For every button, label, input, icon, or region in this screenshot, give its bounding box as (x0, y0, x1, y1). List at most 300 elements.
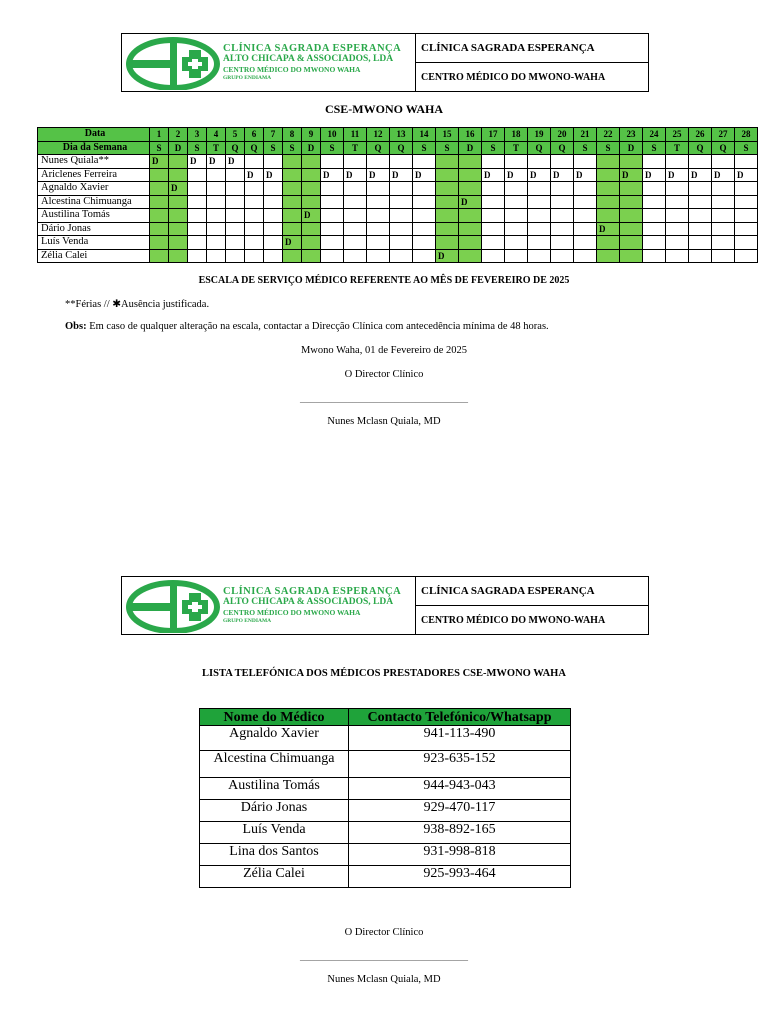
shift-cell (169, 155, 188, 169)
phone-row (200, 844, 571, 866)
phone-number: 929-470-117 (349, 800, 571, 822)
shift-cell (735, 195, 758, 209)
doctor-name: Zélia Calei (38, 249, 150, 263)
shift-cell (712, 249, 735, 263)
shift-cell (528, 195, 551, 209)
shift-cell (643, 222, 666, 236)
weekday-cell: S (482, 141, 505, 155)
page-title: CSE-MWONO WAHA (324, 102, 444, 116)
shift-cell (188, 168, 207, 182)
shift-cell (551, 236, 574, 250)
shift-cell (367, 209, 390, 223)
shift-cell (245, 182, 264, 196)
shift-cell (413, 195, 436, 209)
shift-cell (188, 249, 207, 263)
shift-cell (321, 195, 344, 209)
shift-cell (666, 155, 689, 169)
weekday-cell: S (643, 141, 666, 155)
shift-cell (264, 222, 283, 236)
day-number: 5 (226, 128, 245, 142)
day-number: 19 (528, 128, 551, 142)
signature-line: ________________________________ (300, 393, 468, 404)
shift-cell: D (551, 168, 574, 182)
logo-sub2: CENTRO MÉDICO DO MWONO WAHA (223, 608, 361, 617)
weekday-cell: T (344, 141, 367, 155)
weekday-cell: T (207, 141, 226, 155)
day-number: 9 (302, 128, 321, 142)
shift-cell: D (150, 155, 169, 169)
director-name-2: Nunes Mclasn Quiala, MD (327, 974, 441, 985)
shift-cell (597, 182, 620, 196)
day-number: 1 (150, 128, 169, 142)
shift-cell (735, 222, 758, 236)
day-number: 6 (245, 128, 264, 142)
doctor-name: Dário Jonas (38, 222, 150, 236)
shift-cell (712, 222, 735, 236)
date-label: Data (38, 128, 150, 142)
weekday-cell: S (436, 141, 459, 155)
shift-cell: D (597, 222, 620, 236)
clinic-logo-2 (122, 577, 416, 634)
shift-cell (482, 222, 505, 236)
shift-cell (321, 209, 344, 223)
shift-cell (643, 249, 666, 263)
shift-cell (574, 209, 597, 223)
shift-cell (459, 249, 482, 263)
shift-cell: D (436, 249, 459, 263)
shift-cell (207, 168, 226, 182)
shift-cell (620, 222, 643, 236)
signature-line-2: ________________________________ (300, 951, 468, 962)
shift-cell (666, 209, 689, 223)
phone-number: 925-993-464 (349, 866, 571, 888)
shift-cell (459, 155, 482, 169)
clinic-logo (122, 34, 416, 91)
shift-cell (390, 182, 413, 196)
shift-cell (390, 155, 413, 169)
day-number: 7 (264, 128, 283, 142)
weekday-cell: Q (226, 141, 245, 155)
shift-cell (436, 168, 459, 182)
doctor-name: Nunes Quiala** (38, 155, 150, 169)
shift-cell (188, 209, 207, 223)
weekday-cell: Q (528, 141, 551, 155)
shift-cell (283, 195, 302, 209)
shift-cell (390, 236, 413, 250)
shift-cell (188, 236, 207, 250)
weekday-cell: D (459, 141, 482, 155)
logo-sub1: ALTO CHICAPA & ASSOCIADOS, LDA (223, 597, 394, 607)
shift-cell: D (689, 168, 712, 182)
weekday-cell: Q (689, 141, 712, 155)
phone-number: 944-943-043 (349, 778, 571, 800)
shift-cell (620, 155, 643, 169)
phone-list-title: LISTA TELEFÓNICA DOS MÉDICOS PRESTADORES CSE-MWONO WAHA (202, 668, 566, 679)
shift-cell (413, 222, 436, 236)
shift-cell: D (712, 168, 735, 182)
shift-cell (413, 155, 436, 169)
doctor-name: Austilina Tomás (38, 209, 150, 223)
shift-cell (302, 155, 321, 169)
shift-cell: D (643, 168, 666, 182)
shift-cell (226, 195, 245, 209)
schedule-row (38, 168, 758, 182)
schedule-row (38, 195, 758, 209)
shift-cell (207, 209, 226, 223)
shift-cell (712, 209, 735, 223)
shift-cell: D (283, 236, 302, 250)
shift-cell (302, 195, 321, 209)
phone-row (200, 866, 571, 888)
shift-cell (302, 168, 321, 182)
shift-cell (169, 249, 188, 263)
shift-cell (226, 249, 245, 263)
shift-cell (643, 195, 666, 209)
shift-cell (482, 236, 505, 250)
logo-sub3: GRUPO ENDIAMA (223, 75, 272, 81)
obs-text: Em caso de qualquer alteração na escala, contactar a Direcção Clínica com antecedência mínima de 48 horas. (86, 321, 549, 332)
shift-cell (169, 209, 188, 223)
shift-cell (413, 182, 436, 196)
shift-cell (735, 249, 758, 263)
shift-cell (666, 222, 689, 236)
shift-cell (482, 155, 505, 169)
weekday-cell: T (666, 141, 689, 155)
shift-cell (413, 236, 436, 250)
logo-sub1: ALTO CHICAPA & ASSOCIADOS, LDA (223, 54, 394, 64)
shift-cell (344, 236, 367, 250)
shift-cell (367, 195, 390, 209)
director-title: O Director Clínico (344, 369, 424, 380)
shift-cell (226, 236, 245, 250)
doctor-name: Austilina Tomás (200, 778, 349, 800)
shift-cell (597, 195, 620, 209)
shift-cell (169, 168, 188, 182)
shift-cell (551, 222, 574, 236)
day-number: 15 (436, 128, 459, 142)
weekday-cell: S (413, 141, 436, 155)
shift-cell (150, 249, 169, 263)
phone-row (200, 751, 571, 778)
shift-cell (505, 195, 528, 209)
shift-cell (689, 249, 712, 263)
shift-cell (169, 195, 188, 209)
shift-cell (321, 182, 344, 196)
phone-number: 938-892-165 (349, 822, 571, 844)
shift-cell (367, 155, 390, 169)
shift-cell (321, 155, 344, 169)
shift-cell (169, 236, 188, 250)
doctor-name: Dário Jonas (200, 800, 349, 822)
shift-cell: D (413, 168, 436, 182)
doctor-name: Alcestina Chimuanga (38, 195, 150, 209)
shift-cell (620, 249, 643, 263)
weekday-cell: S (574, 141, 597, 155)
shift-cell (735, 236, 758, 250)
letterhead-top (121, 33, 649, 92)
shift-cell (689, 236, 712, 250)
shift-cell (367, 249, 390, 263)
weekday-cell: D (302, 141, 321, 155)
shift-cell (264, 182, 283, 196)
shift-cell (245, 209, 264, 223)
shift-cell (264, 209, 283, 223)
weekday-cell: S (735, 141, 758, 155)
doctor-name: Luís Venda (38, 236, 150, 250)
phone-row (200, 726, 571, 751)
shift-cell (207, 182, 226, 196)
doctor-name: Zélia Calei (200, 866, 349, 888)
shift-cell (574, 182, 597, 196)
weekday-cell: S (188, 141, 207, 155)
shift-cell (436, 209, 459, 223)
shift-cell: D (528, 168, 551, 182)
shift-cell: D (321, 168, 344, 182)
shift-cell (245, 222, 264, 236)
shift-cell (226, 222, 245, 236)
day-number: 26 (689, 128, 712, 142)
weekday-cell: Q (712, 141, 735, 155)
day-number: 17 (482, 128, 505, 142)
phone-number: 931-998-818 (349, 844, 571, 866)
doctor-name: Lina dos Santos (200, 844, 349, 866)
shift-cell (169, 222, 188, 236)
shift-cell: D (735, 168, 758, 182)
shift-cell (551, 209, 574, 223)
shift-cell (436, 182, 459, 196)
shift-cell (735, 155, 758, 169)
header-center-name: CENTRO MÉDICO DO MWONO-WAHA (421, 614, 606, 626)
shift-cell (264, 249, 283, 263)
logo-sub3: GRUPO ENDIAMA (223, 618, 272, 624)
shift-cell (188, 222, 207, 236)
shift-cell (643, 155, 666, 169)
shift-cell (264, 236, 283, 250)
shift-cell (390, 249, 413, 263)
shift-cell (413, 249, 436, 263)
day-number: 10 (321, 128, 344, 142)
shift-cell (283, 209, 302, 223)
date-row (38, 128, 758, 142)
phone-table (199, 708, 571, 888)
shift-cell (207, 249, 226, 263)
shift-cell (321, 236, 344, 250)
shift-cell: D (367, 168, 390, 182)
schedule-row (38, 249, 758, 263)
shift-cell (735, 209, 758, 223)
shift-cell (620, 209, 643, 223)
shift-cell (344, 155, 367, 169)
weekday-cell: Q (245, 141, 264, 155)
shift-cell (207, 222, 226, 236)
shift-cell (283, 249, 302, 263)
day-number: 4 (207, 128, 226, 142)
shift-cell: D (207, 155, 226, 169)
shift-cell (226, 168, 245, 182)
shift-cell (150, 195, 169, 209)
obs-label: Obs: (65, 321, 87, 332)
shift-cell (712, 155, 735, 169)
shift-cell (459, 236, 482, 250)
shift-cell (390, 209, 413, 223)
shift-cell (666, 236, 689, 250)
day-number: 11 (344, 128, 367, 142)
phone-row (200, 800, 571, 822)
shift-cell (459, 182, 482, 196)
shift-cell (245, 155, 264, 169)
shift-cell (302, 236, 321, 250)
shift-cell (436, 195, 459, 209)
shift-cell (459, 168, 482, 182)
shift-cell (264, 155, 283, 169)
shift-cell: D (226, 155, 245, 169)
shift-cell (367, 222, 390, 236)
doctor-name: Agnaldo Xavier (200, 726, 349, 751)
shift-cell (413, 209, 436, 223)
shift-cell: D (302, 209, 321, 223)
shift-cell (226, 209, 245, 223)
shift-cell: D (169, 182, 188, 196)
shift-cell (150, 182, 169, 196)
schedule-table (37, 127, 758, 263)
shift-cell (188, 182, 207, 196)
shift-cell (528, 222, 551, 236)
weekday-cell: T (505, 141, 528, 155)
weekday-cell: Q (390, 141, 413, 155)
shift-cell (245, 236, 264, 250)
shift-cell (712, 236, 735, 250)
shift-cell (344, 195, 367, 209)
weekday-cell: S (597, 141, 620, 155)
shift-cell (689, 155, 712, 169)
day-number: 18 (505, 128, 528, 142)
shift-cell (150, 236, 169, 250)
shift-cell (344, 249, 367, 263)
schedule-row (38, 209, 758, 223)
shift-cell (574, 236, 597, 250)
weekday-row (38, 141, 758, 155)
phone-number: 941-113-490 (349, 726, 571, 751)
shift-cell (597, 236, 620, 250)
shift-cell: D (459, 195, 482, 209)
weekday-cell: D (169, 141, 188, 155)
shift-cell (712, 195, 735, 209)
shift-cell (689, 209, 712, 223)
shift-cell (505, 209, 528, 223)
shift-cell (528, 236, 551, 250)
logo-name: CLÍNICA SAGRADA ESPERANÇA (223, 43, 402, 54)
shift-cell (150, 222, 169, 236)
shift-cell (666, 249, 689, 263)
shift-cell (643, 182, 666, 196)
doctor-name: Agnaldo Xavier (38, 182, 150, 196)
shift-cell (528, 182, 551, 196)
weekday-cell: Q (367, 141, 390, 155)
header-clinic-name: CLÍNICA SAGRADA ESPERANÇA (416, 34, 648, 63)
shift-cell (643, 209, 666, 223)
schedule-row (38, 222, 758, 236)
doctor-name: Ariclenes Ferreira (38, 168, 150, 182)
shift-cell: D (505, 168, 528, 182)
shift-cell (390, 195, 413, 209)
shift-cell (245, 195, 264, 209)
day-number: 27 (712, 128, 735, 142)
director-name: Nunes Mclasn Quiala, MD (327, 416, 441, 427)
col-doctor-name: Nome do Médico (200, 709, 349, 726)
place-date: Mwono Waha, 01 de Fevereiro de 2025 (300, 345, 468, 356)
shift-cell (620, 236, 643, 250)
day-number: 24 (643, 128, 666, 142)
shift-cell (551, 195, 574, 209)
shift-cell (344, 182, 367, 196)
shift-cell (321, 249, 344, 263)
day-number: 25 (666, 128, 689, 142)
shift-cell (367, 182, 390, 196)
day-number: 12 (367, 128, 390, 142)
shift-cell (245, 249, 264, 263)
shift-cell (283, 222, 302, 236)
shift-cell (505, 249, 528, 263)
shift-cell (188, 195, 207, 209)
shift-cell (482, 195, 505, 209)
day-number: 13 (390, 128, 413, 142)
shift-cell (597, 168, 620, 182)
shift-cell (436, 155, 459, 169)
schedule-row (38, 182, 758, 196)
shift-cell (574, 222, 597, 236)
day-number: 2 (169, 128, 188, 142)
shift-cell: D (264, 168, 283, 182)
day-number: 22 (597, 128, 620, 142)
phone-row (200, 778, 571, 800)
schedule-row (38, 236, 758, 250)
weekday-label: Dia da Semana (38, 141, 150, 155)
shift-cell (689, 182, 712, 196)
shift-cell (302, 222, 321, 236)
schedule-subtitle: ESCALA DE SERVIÇO MÉDICO REFERENTE AO MÊS DE FEVEREIRO DE 2025 (198, 275, 570, 286)
shift-cell (597, 249, 620, 263)
shift-cell (643, 236, 666, 250)
shift-cell (436, 236, 459, 250)
shift-cell (551, 249, 574, 263)
day-number: 3 (188, 128, 207, 142)
shift-cell (505, 236, 528, 250)
shift-cell (264, 195, 283, 209)
shift-cell (505, 222, 528, 236)
legend-note: **Férias // ✱Ausência justificada. (65, 299, 210, 310)
shift-cell: D (574, 168, 597, 182)
shift-cell (459, 209, 482, 223)
shift-cell (597, 209, 620, 223)
shift-cell (283, 168, 302, 182)
shift-cell (283, 155, 302, 169)
shift-cell (459, 222, 482, 236)
shift-cell (367, 236, 390, 250)
day-number: 20 (551, 128, 574, 142)
director-title-2: O Director Clínico (344, 927, 424, 938)
shift-cell (482, 209, 505, 223)
shift-cell (150, 209, 169, 223)
doctor-name: Alcestina Chimuanga (200, 751, 349, 778)
shift-cell: D (188, 155, 207, 169)
shift-cell (666, 182, 689, 196)
shift-cell (574, 249, 597, 263)
shift-cell (390, 222, 413, 236)
schedule-row (38, 155, 758, 169)
shift-cell (482, 249, 505, 263)
day-number: 28 (735, 128, 758, 142)
shift-cell (302, 182, 321, 196)
